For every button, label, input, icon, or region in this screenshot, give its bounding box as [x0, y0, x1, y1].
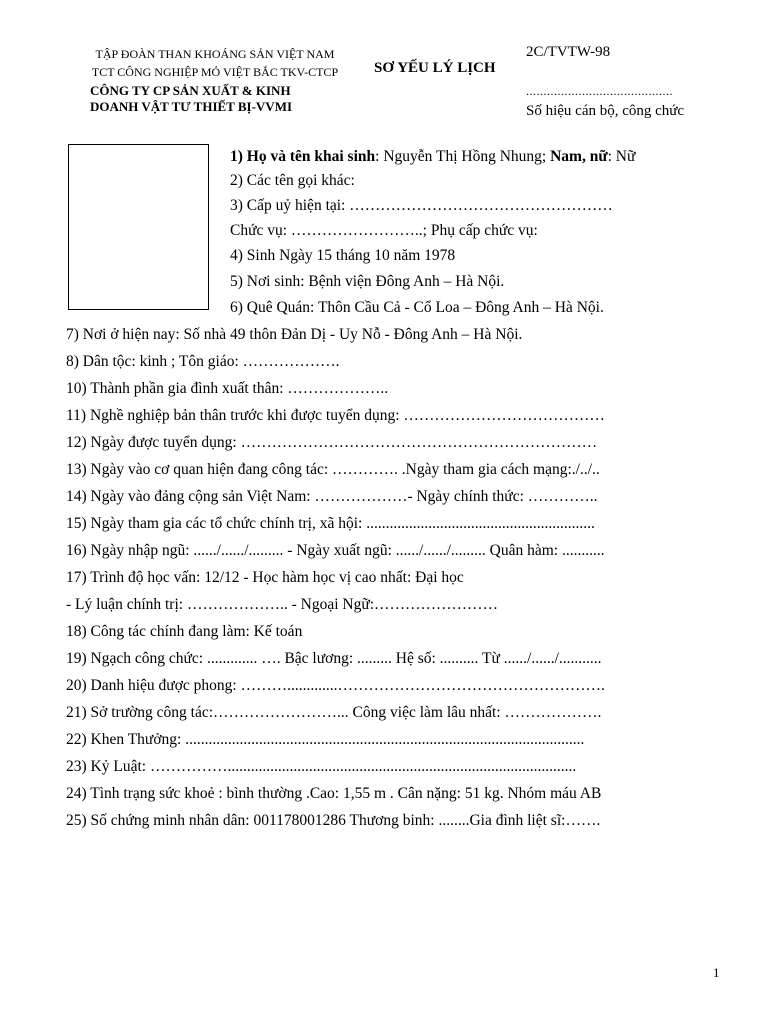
field-full-name — [230, 148, 635, 166]
field-discipline: 23) Kỷ Luật: …………….......................................................................................... — [66, 758, 577, 775]
field-education: 17) Trình độ học vấn: 12/12 - Học hàm học vị cao nhất: Đại học — [66, 569, 464, 586]
full-name-value: : Nguyễn Thị Hồng Nhung; — [375, 148, 551, 165]
field-titles: 20) Danh hiệu được phong: ……….............……………………………………………. — [66, 677, 605, 694]
document-title: SƠ YẾU LÝ LỊCH — [374, 60, 496, 76]
field-party-committee: 3) Cấp uỷ hiện tại: …………………………………………… — [230, 197, 613, 214]
field-other-names: 2) Các tên gọi khác: — [230, 172, 355, 189]
field-hometown: 6) Quê Quán: Thôn Cầu Cả - Cổ Loa – Đông Anh – Hà Nội. — [230, 299, 604, 316]
field-main-job: 18) Công tác chính đang làm: Kế toán — [66, 623, 303, 640]
field-party-join-date: 14) Ngày vào đảng cộng sản Việt Nam: ………………- Ngày chính thức: ………….. — [66, 488, 598, 505]
staff-id-label: Số hiệu cán bộ, công chức — [526, 103, 685, 119]
field-id-number: 25) Số chứng minh nhân dân: 001178001286 Thương binh: ........Gia đình liệt sĩ:……. — [66, 812, 601, 829]
field-political-theory: - Lý luận chính trị: ……………….. - Ngoại Ngữ:…………………… — [66, 596, 499, 613]
page-number: 1 — [713, 965, 720, 980]
org-line-2: TCT CÔNG NGHIỆP MỎ VIỆT BẮC TKV-CTCP — [91, 65, 339, 79]
gender-label: Nam, nữ — [550, 148, 608, 165]
field-birth-date: 4) Sinh Ngày 15 tháng 10 năm 1978 — [230, 247, 456, 264]
field-family-background: 10) Thành phần gia đình xuất thân: ……………….. — [66, 380, 389, 397]
field-prior-occupation: 11) Nghề nghiệp bản thân trước khi được tuyển dụng: ………………………………… — [66, 407, 605, 424]
company-line-2: DOANH VẬT TƯ THIẾT BỊ-VVMI — [90, 99, 293, 114]
field-birth-place: 5) Nơi sinh: Bệnh viện Đông Anh – Hà Nội. — [230, 273, 505, 290]
full-name-label: 1) Họ và tên khai sinh — [230, 148, 376, 165]
field-current-address: 7) Nơi ở hiện nay: Số nhà 49 thôn Đản Dị - Uy Nỗ - Đông Anh – Hà Nội. — [66, 326, 523, 343]
field-ethnicity-religion: 8) Dân tộc: kinh ; Tôn giáo: ………………. — [66, 353, 340, 370]
gender-value: : Nữ — [607, 148, 636, 165]
org-line-1: TẬP ĐOÀN THAN KHOÁNG SẢN VIỆT NAM — [95, 47, 335, 61]
field-strengths: 21) Sở trường công tác:……………………... Công việc làm lâu nhất: ………………. — [66, 704, 602, 721]
field-political-orgs: 15) Ngày tham gia các tổ chức chính trị, xã hội: ........................................................... — [66, 515, 595, 532]
staff-id-dots: .......................................... — [526, 84, 673, 98]
photo-box — [68, 144, 209, 310]
field-position: Chức vụ: ……………………..; Phụ cấp chức vụ: — [230, 222, 538, 239]
field-agency-join-date: 13) Ngày vào cơ quan hiện đang công tác: …………. .Ngày tham gia cách mạng:./../.. — [66, 461, 600, 478]
form-code: 2C/TVTW-98 — [526, 44, 611, 60]
field-civil-rank: 19) Ngạch công chức: ............. …. Bậc lương: ......... Hệ số: .......... Từ ....../....../........... — [66, 650, 602, 667]
company-line-1: CÔNG TY CP SẢN XUẤT & KINH — [90, 83, 291, 98]
field-military-service: 16) Ngày nhập ngũ: ....../....../......... - Ngày xuất ngũ: ....../....../......... Quân hàm: ........... — [66, 542, 605, 559]
field-rewards: 22) Khen Thưởng: ....................................................................................................... — [66, 731, 585, 748]
field-health: 24) Tình trạng sức khoẻ : bình thường .Cao: 1,55 m . Cân nặng: 51 kg. Nhóm máu AB — [66, 785, 602, 802]
field-recruitment-date: 12) Ngày được tuyển dụng: …………………………………………………………… — [66, 434, 598, 451]
